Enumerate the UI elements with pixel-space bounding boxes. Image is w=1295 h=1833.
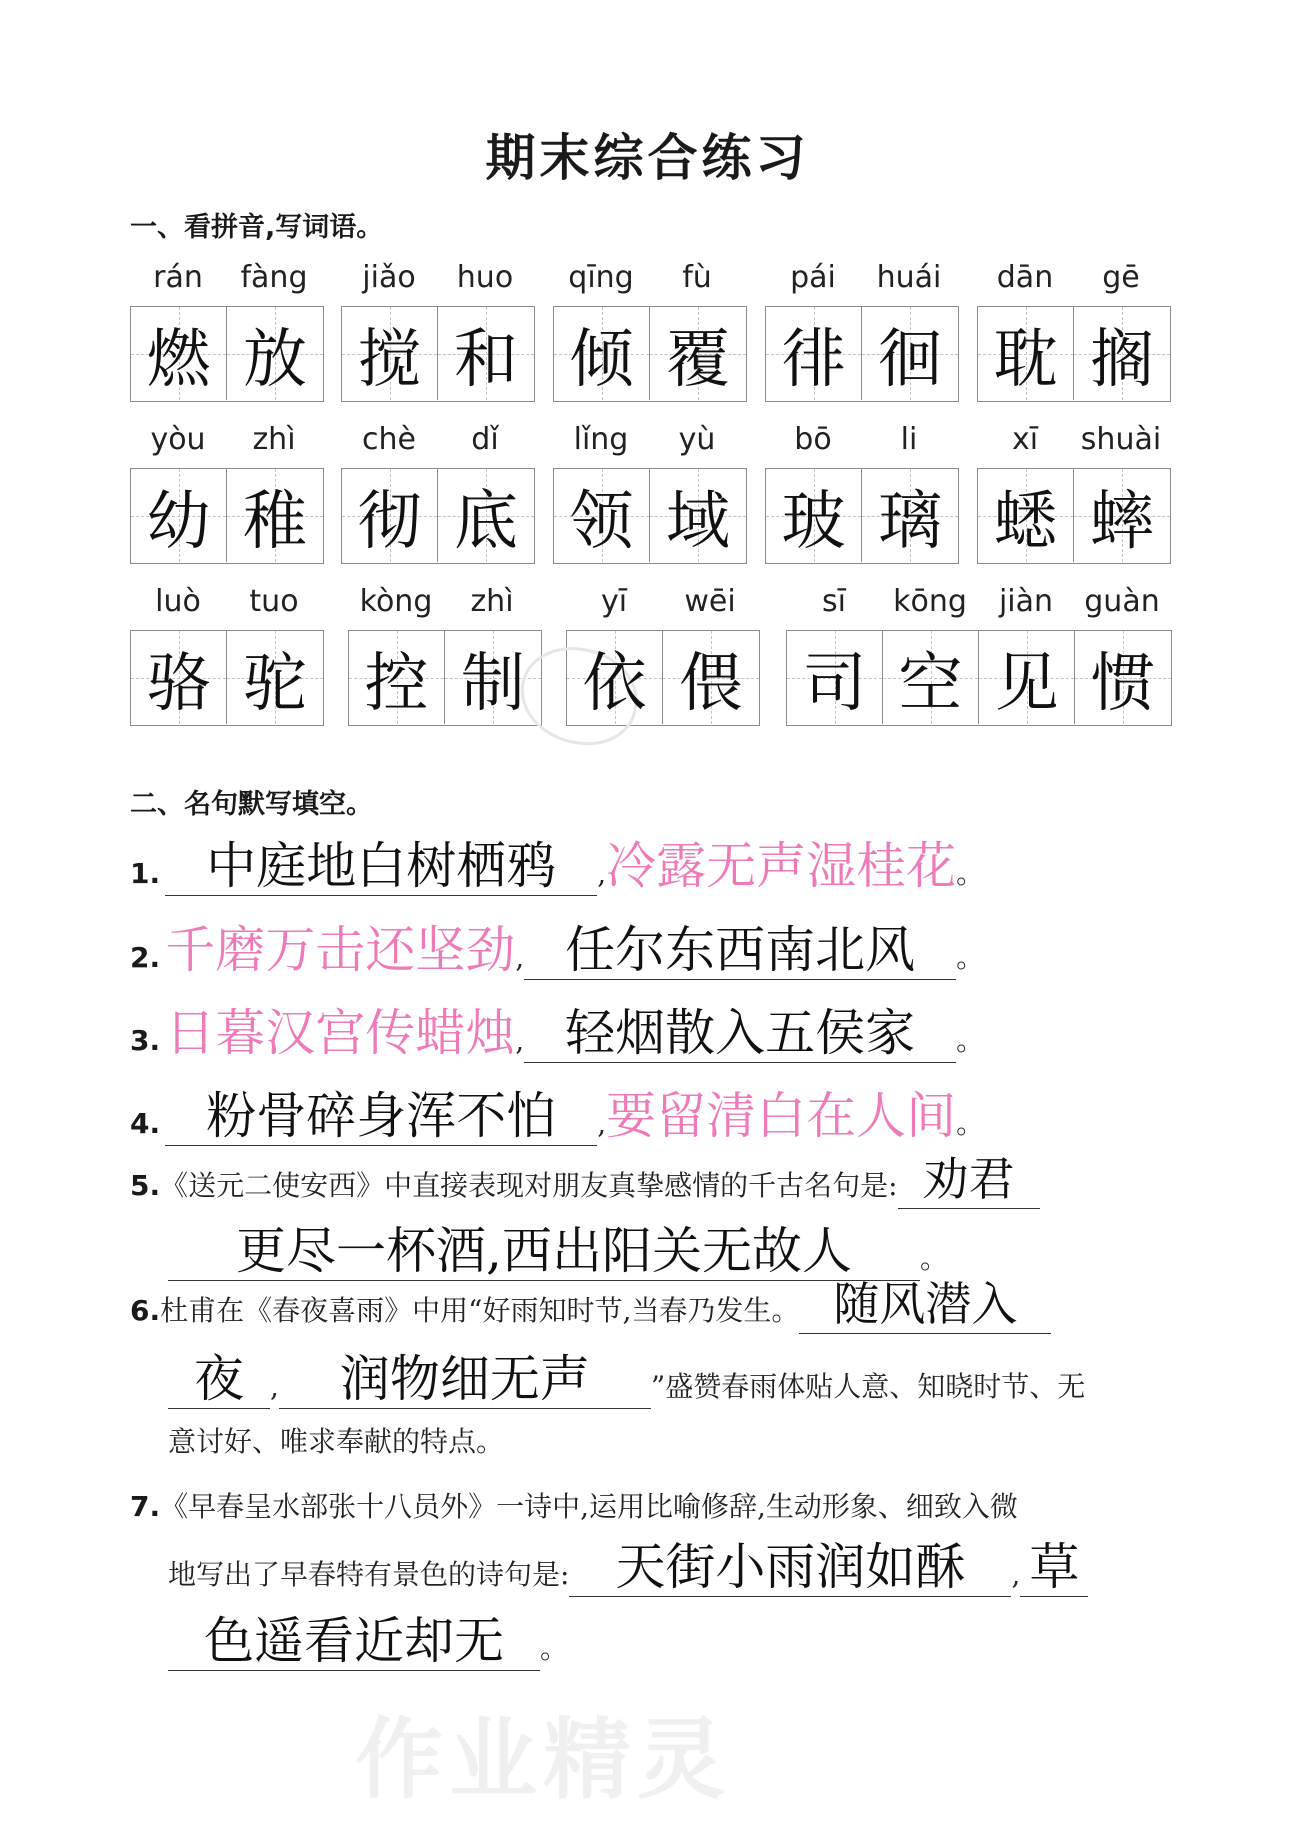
word-box — [786, 630, 1172, 726]
pinyin-label: wēi — [684, 584, 736, 619]
word-box — [553, 306, 747, 402]
poem-item-3: 3. 日暮汉宫传蜡烛, 轻烟散入五侯家 。 — [130, 1004, 985, 1062]
word-box — [553, 468, 747, 564]
written-character: 璃 — [878, 484, 942, 559]
word-box — [341, 306, 535, 402]
written-character: 耽 — [993, 322, 1058, 397]
answer-blank: 天街小雨润如酥 — [569, 1538, 1011, 1597]
word-box — [130, 630, 324, 726]
poem-item-5-cont: 更尽一杯酒,西出阳关无故人 。 — [168, 1222, 948, 1281]
answer-blank: 中庭地白树栖鸦 — [165, 837, 597, 896]
poem-item-4: 4. 粉骨碎身浑不怕 ,要留清白在人间。 — [130, 1087, 985, 1145]
word-box — [765, 306, 959, 402]
pinyin-label: guàn — [1084, 584, 1160, 619]
pinyin-label: dǐ — [471, 422, 499, 457]
pinyin-label: zhì — [470, 584, 514, 619]
pinyin-label: zhì — [252, 422, 296, 457]
tianzige-cell — [1075, 631, 1171, 724]
tianzige-cell — [349, 631, 445, 724]
tianzige-cell — [131, 631, 227, 724]
poem-item-6-cont: 夜 , 润物细无声 ”盛赞春雨体贴人意、知晓时节、无 — [168, 1350, 1085, 1409]
tianzige-cell — [342, 469, 438, 562]
answer-blank: 色遥看近却无 — [168, 1612, 540, 1671]
pinyin-label: luò — [155, 584, 201, 619]
tianzige-cell — [1074, 307, 1170, 400]
tianzige-cell — [766, 469, 862, 562]
question-prompt: 《早春呈水部张十八员外》一诗中,运用比喻修辞,生动形象、细致入微 — [160, 1490, 1018, 1523]
poem-item-5: 5.《送元二使安西》中直接表现对朋友真挚感情的千古名句是: 劝君 — [130, 1150, 1040, 1209]
written-character: 领 — [569, 484, 634, 559]
word-box — [765, 468, 959, 564]
pinyin-label: li — [900, 422, 918, 457]
pinyin-label: fàng — [240, 260, 308, 295]
written-character: 徊 — [878, 322, 942, 397]
poem-item-1: 1. 中庭地白树栖鸦 ,冷露无声湿桂花。 — [130, 837, 985, 895]
written-character: 司 — [802, 646, 867, 721]
written-character: 蟋 — [993, 484, 1058, 559]
tianzige-cell — [650, 469, 746, 562]
tianzige-cell — [766, 307, 862, 400]
written-character: 骆 — [146, 646, 211, 721]
word-box — [341, 468, 535, 564]
pinyin-label: chè — [362, 422, 416, 457]
written-character: 幼 — [146, 484, 211, 559]
written-character: 放 — [243, 322, 307, 397]
pinyin-label: yī — [600, 584, 628, 619]
written-character: 控 — [364, 646, 429, 721]
tianzige-cell — [342, 307, 438, 400]
section1-heading: 一、看拼音,写词语。 — [130, 212, 384, 243]
written-character: 域 — [666, 484, 730, 559]
answer-blank: 劝君 — [898, 1150, 1040, 1209]
written-character: 驼 — [243, 646, 307, 721]
answer-blank: 任尔东西南北风 — [524, 921, 956, 980]
pinyin-label: bō — [794, 422, 832, 457]
tianzige-cell — [438, 307, 534, 400]
word-box — [130, 468, 324, 564]
word-box — [977, 468, 1171, 564]
answer-blank: 粉骨碎身浑不怕 — [165, 1087, 597, 1146]
answer-blank: 轻烟散入五侯家 — [524, 1004, 956, 1063]
pinyin-label: gē — [1102, 260, 1140, 295]
written-character: 见 — [994, 646, 1059, 721]
written-character: 彻 — [357, 484, 422, 559]
pinyin-label: yòu — [150, 422, 206, 457]
pinyin-label: sī — [822, 584, 846, 619]
written-character: 蟀 — [1090, 484, 1154, 559]
poem-item-7-end: 色遥看近却无 。 — [168, 1612, 568, 1671]
tianzige-cell — [883, 631, 979, 724]
tianzige-cell — [978, 307, 1074, 400]
tianzige-cell — [227, 307, 323, 400]
pinyin-label: tuo — [249, 584, 299, 619]
pinyin-label: qīng — [568, 260, 634, 295]
tianzige-cell — [554, 307, 650, 400]
written-character: 制 — [461, 646, 525, 721]
pinyin-label: huái — [876, 260, 942, 295]
word-box — [566, 630, 760, 726]
tianzige-cell — [979, 631, 1075, 724]
section2-heading: 二、名句默写填空。 — [130, 789, 373, 820]
written-character: 空 — [898, 646, 963, 721]
tianzige-cell — [787, 631, 883, 724]
poem-item-6-tail: 意讨好、唯求奉献的特点。 — [168, 1425, 505, 1458]
poem-item-7: 7.《早春呈水部张十八员外》一诗中,运用比喻修辞,生动形象、细致入微 — [130, 1490, 1018, 1523]
answer-blank: 随风潜入 — [799, 1275, 1051, 1334]
written-character: 徘 — [781, 322, 846, 397]
pinyin-label: kòng — [359, 584, 433, 619]
written-character: 和 — [454, 322, 518, 397]
written-character: 底 — [454, 484, 518, 559]
pinyin-label: xī — [1011, 422, 1039, 457]
written-character: 搅 — [357, 322, 422, 397]
word-box — [977, 306, 1171, 402]
answer-blank: 夜 — [168, 1350, 270, 1409]
tianzige-cell — [978, 469, 1074, 562]
tianzige-cell — [663, 631, 759, 724]
given-line: 千磨万击还坚劲 — [165, 921, 516, 979]
pinyin-label: pái — [790, 260, 836, 295]
given-line: 日暮汉宫传蜡烛 — [165, 1004, 516, 1062]
pinyin-label: jiàn — [998, 584, 1054, 619]
pinyin-label: yù — [678, 422, 716, 457]
given-line: 要留清白在人间 — [606, 1087, 957, 1145]
tianzige-cell — [554, 469, 650, 562]
question-prompt: 杜甫在《春夜喜雨》中用“好雨知时节,当春乃发生。 — [160, 1294, 800, 1327]
poem-item-7-cont: 地写出了早春特有景色的诗句是: 天街小雨润如酥 , 草 — [168, 1538, 1088, 1597]
tianzige-cell — [227, 631, 323, 724]
given-line: 冷露无声湿桂花 — [606, 837, 957, 895]
pinyin-label: shuài — [1080, 422, 1162, 457]
poem-item-6: 6.杜甫在《春夜喜雨》中用“好雨知时节,当春乃发生。 随风潜入 — [130, 1275, 1051, 1334]
tianzige-cell — [131, 307, 227, 400]
written-character: 覆 — [666, 322, 730, 397]
tianzige-cell — [227, 469, 323, 562]
word-box — [348, 630, 542, 726]
tianzige-cell — [862, 469, 958, 562]
tianzige-cell — [1074, 469, 1170, 562]
pinyin-label: huo — [456, 260, 514, 295]
pinyin-label: dān — [996, 260, 1054, 295]
tianzige-cell — [438, 469, 534, 562]
question-prompt: 《送元二使安西》中直接表现对朋友真挚感情的千古名句是: — [160, 1169, 898, 1202]
written-character: 偎 — [679, 646, 743, 721]
pinyin-label: fù — [682, 260, 712, 295]
watermark: 作业精灵 — [355, 1708, 732, 1811]
written-character: 玻 — [781, 484, 846, 559]
written-character: 倾 — [569, 322, 634, 397]
answer-blank: 润物细无声 — [279, 1350, 651, 1409]
written-character: 稚 — [243, 484, 307, 559]
tianzige-cell — [862, 307, 958, 400]
tianzige-cell — [131, 469, 227, 562]
page-title: 期末综合练习 — [485, 128, 810, 187]
pinyin-label: lǐng — [573, 422, 629, 457]
poem-item-2: 2. 千磨万击还坚劲, 任尔东西南北风 。 — [130, 921, 985, 979]
answer-blank: 草 — [1020, 1538, 1088, 1597]
written-character: 惯 — [1091, 646, 1155, 721]
pinyin-label: jiǎo — [362, 260, 416, 295]
written-character: 依 — [582, 646, 647, 721]
answer-blank: 更尽一杯酒,西出阳关无故人 — [168, 1222, 920, 1281]
written-character: 搁 — [1090, 322, 1154, 397]
pinyin-label: rán — [153, 260, 203, 295]
written-character: 燃 — [146, 322, 211, 397]
pinyin-label: kōng — [893, 584, 967, 619]
word-box — [130, 306, 324, 402]
tianzige-cell — [650, 307, 746, 400]
